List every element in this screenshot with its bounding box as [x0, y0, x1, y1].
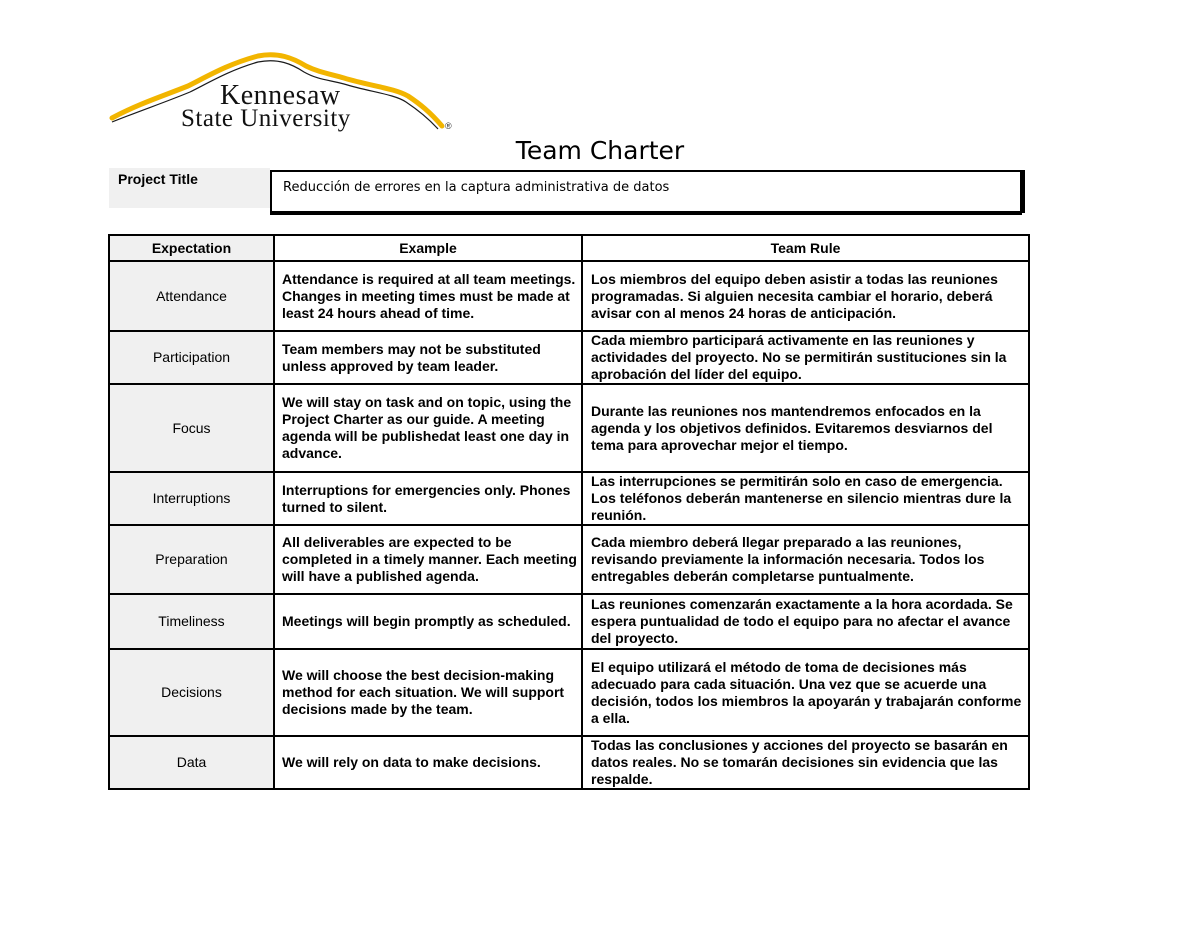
- example-cell: Interruptions for emergencies only. Phones turned to silent.: [274, 472, 582, 525]
- example-cell: We will choose the best decision-making method for each situation. We will support decisions made by the team.: [274, 649, 582, 736]
- example-cell: We will rely on data to make decisions.: [274, 736, 582, 789]
- logo-line-1: Kennesaw: [220, 80, 341, 111]
- expectation-cell: Participation: [109, 331, 274, 384]
- expectation-cell: Timeliness: [109, 594, 274, 649]
- kennesaw-logo: [108, 52, 458, 134]
- table-row: [109, 472, 1029, 525]
- team-rule-cell: Las interrupciones se permitirán solo en caso de emergencia. Los teléfonos deberán mantenerse en silencio mientras dure la reunión.: [582, 472, 1029, 525]
- table-row: [109, 649, 1029, 736]
- team-rule-cell: Cada miembro deberá llegar preparado a las reuniones, revisando previamente la información necesaria. Todos los entregables deberán completarse puntualmente.: [582, 525, 1029, 594]
- expectation-cell: Preparation: [109, 525, 274, 594]
- team-rule-cell: Todas las conclusiones y acciones del proyecto se basarán en datos reales. No se tomarán decisiones sin evidencia que las respalde.: [582, 736, 1029, 789]
- team-rule-cell: El equipo utilizará el método de toma de decisiones más adecuado para cada situación. Una vez que se acuerde una decisión, todos los miembros la apoyarán y trabajarán conforme a ella.: [582, 649, 1029, 736]
- expectation-cell: Focus: [109, 384, 274, 472]
- project-title-field[interactable]: Reducción de errores en la captura administrativa de datos: [270, 170, 1022, 213]
- table-header-row: [109, 235, 1029, 261]
- registered-mark: ®: [445, 121, 452, 131]
- table-row: [109, 261, 1029, 331]
- document-title: Team Charter: [515, 136, 685, 165]
- project-title-label: Project Title: [109, 168, 270, 208]
- example-cell: All deliverables are expected to be completed in a timely manner. Each meeting will have a published agenda.: [274, 525, 582, 594]
- table-row: [109, 525, 1029, 594]
- header-example: Example: [274, 235, 582, 261]
- team-rule-cell: Cada miembro participará activamente en las reuniones y actividades del proyecto. No se permitirán sustituciones sin la aprobación del líder del equipo.: [582, 331, 1029, 384]
- header-team-rule: Team Rule: [582, 235, 1029, 261]
- expectation-cell: Data: [109, 736, 274, 789]
- table-row: [109, 384, 1029, 472]
- logo-line-2: State University: [181, 105, 351, 132]
- example-cell: Meetings will begin promptly as scheduled.: [274, 594, 582, 649]
- expectation-cell: Attendance: [109, 261, 274, 331]
- table-row: [109, 736, 1029, 789]
- header-expectation: Expectation: [109, 235, 274, 261]
- team-rule-cell: Durante las reuniones nos mantendremos enfocados en la agenda y los objetivos definidos. Evitaremos desviarnos del tema para aprovechar mejor el tiempo.: [582, 384, 1029, 472]
- expectation-cell: Interruptions: [109, 472, 274, 525]
- team-charter-table: [108, 234, 1030, 790]
- team-rule-cell: Los miembros del equipo deben asistir a todas las reuniones programadas. Si alguien necesita cambiar el horario, deberá avisar con al menos 24 horas de anticipación.: [582, 261, 1029, 331]
- example-cell: Attendance is required at all team meetings. Changes in meeting times must be made at least 24 hours ahead of time.: [274, 261, 582, 331]
- table-row: [109, 594, 1029, 649]
- table-row: [109, 331, 1029, 384]
- expectation-cell: Decisions: [109, 649, 274, 736]
- team-rule-cell: Las reuniones comenzarán exactamente a la hora acordada. Se espera puntualidad de todo el equipo para no afectar el avance del proyecto.: [582, 594, 1029, 649]
- example-cell: We will stay on task and on topic, using the Project Charter as our guide. A meeting agenda will be publishedat least one day in advance.: [274, 384, 582, 472]
- example-cell: Team members may not be substituted unless approved by team leader.: [274, 331, 582, 384]
